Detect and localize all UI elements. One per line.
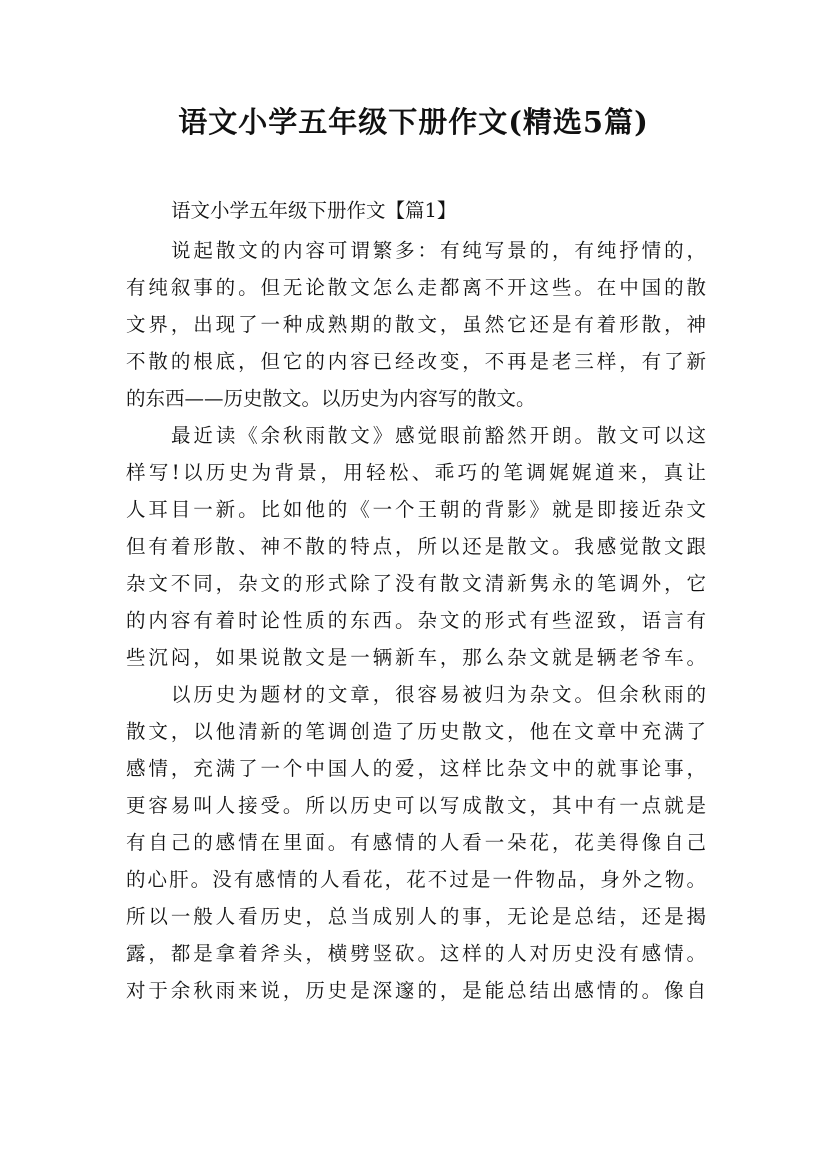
text-line: 有纯叙事的。但无论散文怎么走都离不开这些。在中国的散 bbox=[126, 276, 706, 299]
text-line: 人耳目一新。比如他的《一个王朝的背影》就是即接近杂文 bbox=[126, 498, 706, 521]
text-line: 感情，充满了一个中国人的爱，这样比杂文中的就事论事， bbox=[126, 757, 706, 780]
text-line: 不散的根底，但它的内容已经改变，不再是老三样，有了新 bbox=[126, 350, 706, 373]
text-line: 的东西——历史散文。以历史为内容写的散文。 bbox=[126, 387, 536, 410]
section-heading: 语文小学五年级下册作文【篇1】 bbox=[171, 199, 457, 222]
text-line: 样写!以历史为背景，用轻松、乖巧的笔调娓娓道来，真让 bbox=[126, 461, 706, 484]
text-line: 对于余秋雨来说，历史是深邃的，是能总结出感情的。像自 bbox=[126, 979, 706, 1002]
text-line: 文界，出现了一种成熟期的散文，虽然它还是有着形散，神 bbox=[126, 313, 706, 336]
text-line: 散文，以他清新的笔调创造了历史散文，他在文章中充满了 bbox=[126, 720, 706, 743]
text-line: 以历史为题材的文章，很容易被归为杂文。但余秋雨的 bbox=[171, 683, 706, 706]
text-line: 说起散文的内容可谓繁多：有纯写景的，有纯抒情的， bbox=[171, 239, 706, 262]
text-line: 有自己的感情在里面。有感情的人看一朵花，花美得像自己 bbox=[126, 831, 706, 854]
text-line: 最近读《余秋雨散文》感觉眼前豁然开朗。散文可以这 bbox=[171, 424, 706, 447]
text-line: 更容易叫人接受。所以历史可以写成散文，其中有一点就是 bbox=[126, 794, 706, 817]
text-line: 所以一般人看历史，总当成别人的事，无论是总结，还是揭 bbox=[126, 905, 706, 928]
text-line: 杂文不同，杂文的形式除了没有散文清新隽永的笔调外，它 bbox=[126, 572, 706, 595]
text-line: 露，都是拿着斧头，横劈竖砍。这样的人对历史没有感情。 bbox=[126, 942, 706, 965]
text-line: 些沉闷，如果说散文是一辆新车，那么杂文就是辆老爷车。 bbox=[126, 646, 706, 669]
text-line: 的心肝。没有感情的人看花，花不过是一件物品，身外之物。 bbox=[126, 868, 706, 891]
text-line: 的内容有着时论性质的东西。杂文的形式有些涩致，语言有 bbox=[126, 609, 706, 632]
document-title: 语文小学五年级下册作文(精选5篇) bbox=[178, 105, 649, 139]
text-line: 但有着形散、神不散的特点，所以还是散文。我感觉散文跟 bbox=[126, 535, 706, 558]
